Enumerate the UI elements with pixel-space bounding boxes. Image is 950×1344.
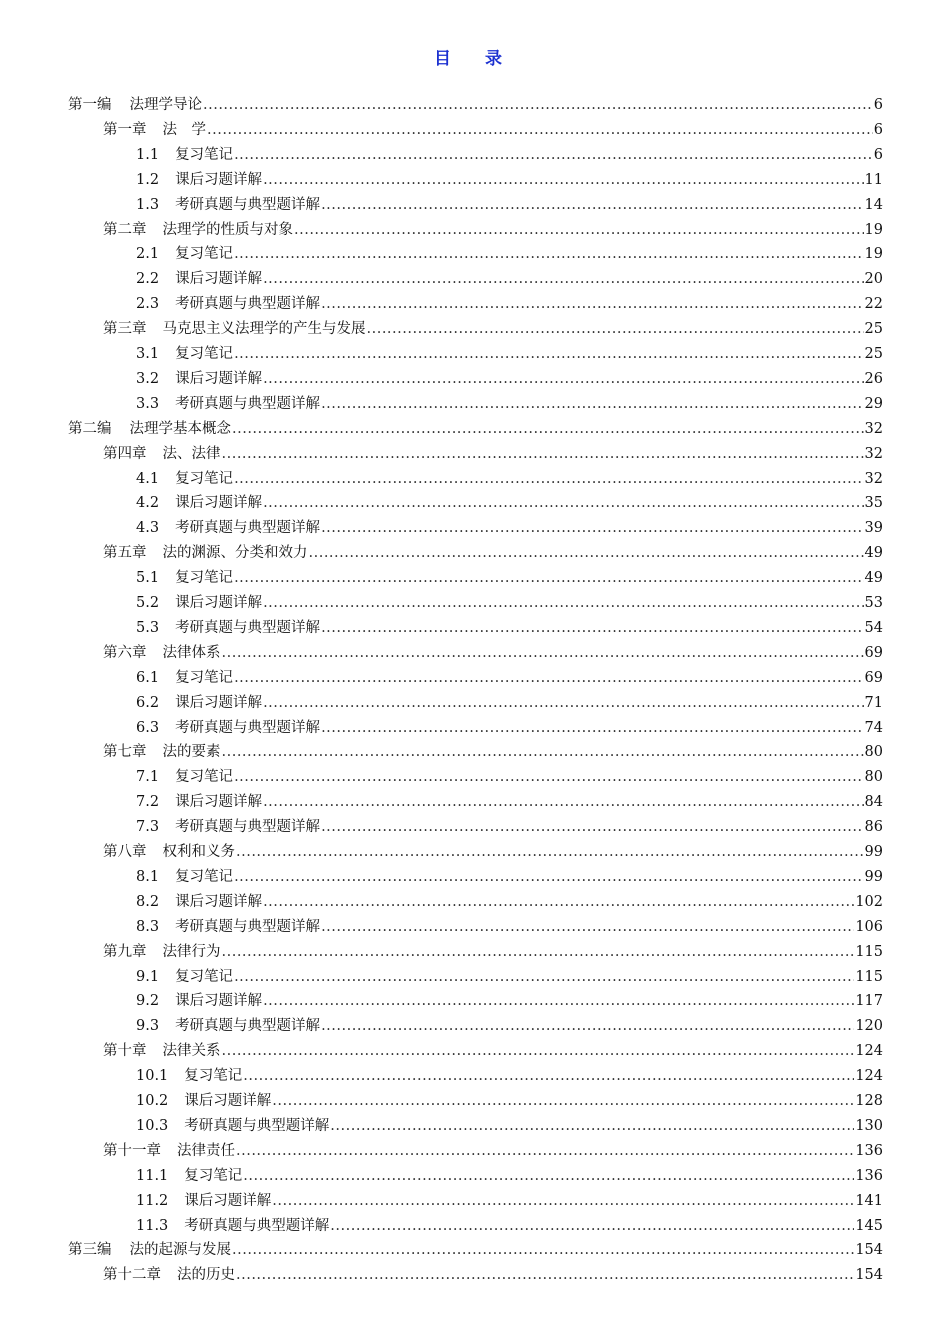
toc-entry-number: 6.1 <box>136 669 160 686</box>
toc-leader-dots <box>236 1264 854 1286</box>
toc-entry-label <box>136 916 320 938</box>
toc-entry-page: 102 <box>855 893 883 910</box>
toc-entry-title: 权利和义务 <box>162 844 235 860</box>
toc-entry-page: 19 <box>864 221 883 238</box>
toc-entry-title: 考研真题与典型题详解 <box>175 1018 321 1035</box>
toc-entry-page: 20 <box>864 271 883 288</box>
toc-leader-dots <box>367 318 864 340</box>
toc-leader-dots <box>243 1165 854 1187</box>
toc-leader-dots <box>330 1115 854 1137</box>
toc-entry[interactable] <box>103 443 883 465</box>
toc-entry-number: 9.2 <box>136 993 160 1010</box>
toc-entry-number: 1.1 <box>136 146 160 163</box>
toc-entry-page: 145 <box>855 1217 883 1234</box>
toc-entry-number: 4.1 <box>136 470 160 487</box>
toc-entry-number: 第二编 <box>68 420 112 437</box>
toc-entry[interactable] <box>136 692 883 714</box>
toc-entry-label <box>136 393 320 415</box>
toc-leader-dots <box>330 1215 854 1237</box>
toc-entry-label <box>103 1264 235 1286</box>
toc-entry[interactable] <box>136 866 883 888</box>
toc-entry-page: 25 <box>864 321 883 338</box>
toc-entry-number: 第五章 <box>103 545 147 562</box>
toc-leader-dots <box>263 692 863 714</box>
toc-entry-page: 80 <box>864 744 883 761</box>
toc-entry-page: 49 <box>864 545 883 562</box>
toc-leader-dots <box>232 418 864 440</box>
toc-entry-page: 29 <box>864 395 883 412</box>
toc-entry[interactable] <box>136 268 883 290</box>
toc-leader-dots <box>263 368 863 390</box>
toc-entry-label <box>136 766 233 788</box>
toc-entry-page: 6 <box>873 97 883 113</box>
toc-entry[interactable] <box>136 169 883 191</box>
toc-leader-dots <box>309 542 864 564</box>
toc-entry-number: 第十章 <box>103 1043 147 1060</box>
toc-entry-page: 130 <box>855 1117 883 1134</box>
toc-entry-page: 6 <box>873 146 883 163</box>
toc-entry-label <box>103 1040 221 1062</box>
toc-entry[interactable] <box>136 1065 883 1087</box>
toc-entry-title: 复习笔记 <box>175 669 234 686</box>
toc-entry[interactable] <box>68 418 883 440</box>
toc-entry-label <box>136 243 233 265</box>
toc-entry-number: 11.1 <box>136 1167 169 1184</box>
toc-entry-page: 22 <box>864 296 883 313</box>
toc-entry-label <box>136 990 262 1012</box>
toc-leader-dots <box>263 990 854 1012</box>
toc-entry-number: 10.2 <box>136 1093 169 1109</box>
toc-entry[interactable] <box>136 567 883 589</box>
toc-entry[interactable] <box>136 592 883 614</box>
toc-entry-page: 99 <box>864 868 883 885</box>
toc-entry[interactable] <box>136 293 883 315</box>
toc-entry[interactable] <box>136 1090 883 1112</box>
toc-entry-title: 课后习题详解 <box>184 1192 272 1209</box>
toc-entry-number: 6.2 <box>136 694 160 711</box>
toc-entry[interactable] <box>103 1040 883 1062</box>
toc-entry-number: 8.2 <box>136 893 160 910</box>
toc-entry-label <box>136 1015 320 1037</box>
toc-entry-number: 2.1 <box>136 246 160 263</box>
toc-entry-title: 考研真题与典型题详解 <box>175 196 321 213</box>
toc-leader-dots <box>263 891 854 913</box>
toc-entry[interactable] <box>136 1015 883 1037</box>
toc-entry-title: 法的渊源、分类和效力 <box>162 545 308 562</box>
toc-entry-number: 第十一章 <box>103 1142 161 1159</box>
toc-entry-label <box>103 941 221 963</box>
toc-entry-label <box>136 343 233 365</box>
toc-entry-label <box>68 418 231 440</box>
toc-entry-number: 3.3 <box>136 395 160 412</box>
toc-leader-dots <box>321 517 863 539</box>
toc-entry-label <box>136 1190 271 1212</box>
toc-entry[interactable] <box>136 1215 883 1237</box>
toc-entry[interactable] <box>136 717 883 739</box>
toc-entry-label <box>136 1065 242 1087</box>
toc-entry[interactable] <box>103 119 883 141</box>
toc-entry-title: 复习笔记 <box>175 868 234 885</box>
toc-entry-page: 117 <box>855 993 883 1010</box>
toc-leader-dots <box>321 1015 854 1037</box>
toc-leader-dots <box>234 866 863 888</box>
toc-entry-number: 8.3 <box>136 918 160 935</box>
toc-leader-dots <box>321 617 863 639</box>
toc-entry-page: 154 <box>855 1267 883 1284</box>
toc-entry-label <box>136 791 262 813</box>
toc-entry-title: 复习笔记 <box>184 1167 243 1184</box>
toc-entry-label <box>103 642 221 664</box>
toc-entry[interactable] <box>103 941 883 963</box>
toc-entry-page: 120 <box>855 1018 883 1035</box>
toc-leader-dots <box>321 393 863 415</box>
toc-entry-page: 141 <box>855 1192 883 1209</box>
toc-entry-page: 35 <box>864 495 883 512</box>
toc-entry-title: 考研真题与典型题详解 <box>175 395 321 412</box>
toc-entry-page: 99 <box>864 844 883 860</box>
toc-entry-label <box>136 567 233 589</box>
toc-entry-number: 9.1 <box>136 968 160 985</box>
toc-entry[interactable] <box>103 841 883 863</box>
toc-entry-title: 法律责任 <box>177 1142 235 1159</box>
toc-leader-dots <box>222 741 864 763</box>
toc-entry-number: 7.1 <box>136 769 160 786</box>
toc-entry[interactable] <box>136 617 883 639</box>
toc-entry-title: 考研真题与典型题详解 <box>175 619 321 636</box>
toc-leader-dots <box>207 119 873 141</box>
toc-entry-page: 154 <box>855 1242 883 1259</box>
toc-entry-label <box>103 219 293 241</box>
toc-entry-number: 第一编 <box>68 97 112 113</box>
toc-entry-number: 9.3 <box>136 1018 160 1035</box>
toc-entry-title: 考研真题与典型题详解 <box>175 819 321 836</box>
toc-entry-number: 2.3 <box>136 296 160 313</box>
toc-entry-label <box>68 94 202 116</box>
toc-entry-label <box>136 617 320 639</box>
toc-leader-dots <box>272 1090 854 1112</box>
toc-leader-dots <box>203 94 873 116</box>
toc-entry-label <box>103 841 235 863</box>
toc-entry-page: 19 <box>864 246 883 263</box>
toc-leader-dots <box>222 642 864 664</box>
toc-entry-label <box>136 468 233 490</box>
page-title: 目 录 <box>434 49 516 69</box>
toc-entry[interactable] <box>136 492 883 514</box>
toc-entry-title: 课后习题详解 <box>175 893 263 910</box>
toc-entry[interactable] <box>103 542 883 564</box>
toc-entry-page: 26 <box>864 370 883 387</box>
toc-entry-page: 71 <box>864 694 883 711</box>
toc-entry[interactable] <box>136 966 883 988</box>
toc-entry-number: 11.2 <box>136 1192 169 1209</box>
toc-leader-dots <box>234 766 863 788</box>
toc-entry-title: 复习笔记 <box>184 1068 243 1085</box>
toc-entry[interactable] <box>136 468 883 490</box>
toc-entry-number: 第七章 <box>103 744 147 761</box>
toc-entry-page: 39 <box>864 520 883 537</box>
toc-entry-label <box>103 542 308 564</box>
toc-entry-label <box>136 891 262 913</box>
toc-leader-dots <box>321 293 863 315</box>
toc-entry-label <box>103 443 221 465</box>
toc-entry-title: 考研真题与典型题详解 <box>184 1117 330 1134</box>
toc-entry-page: 32 <box>864 470 883 487</box>
toc-entry-number: 第九章 <box>103 943 147 960</box>
toc-entry-title: 复习笔记 <box>175 470 234 487</box>
toc-entry-title: 复习笔记 <box>175 146 234 163</box>
toc-entry-title: 复习笔记 <box>175 769 234 786</box>
toc-entry-page: 115 <box>855 968 883 985</box>
toc-entry[interactable] <box>103 219 883 241</box>
toc-entry-label <box>136 1090 271 1112</box>
toc-entry-page: 53 <box>864 595 883 611</box>
toc-entry-title: 考研真题与典型题详解 <box>175 918 321 935</box>
toc-entry-number: 4.2 <box>136 495 160 512</box>
toc-entry-page: 69 <box>864 669 883 686</box>
toc-entry-number: 2.2 <box>136 271 160 288</box>
toc-entry-page: 25 <box>864 346 883 362</box>
toc-entry-label <box>103 1140 235 1162</box>
toc-entry-label <box>136 194 320 216</box>
toc-entry-number: 1.2 <box>136 171 160 188</box>
toc-entry-title: 法律关系 <box>162 1043 221 1060</box>
toc-leader-dots <box>321 194 863 216</box>
toc-entry-label <box>136 717 320 739</box>
toc-entry-page: 14 <box>864 196 883 213</box>
toc-entry-page: 6 <box>873 121 883 138</box>
toc-entry-page: 69 <box>864 644 883 661</box>
toc-entry-label <box>136 592 262 614</box>
toc-entry[interactable] <box>136 194 883 216</box>
toc-entry-title: 复习笔记 <box>175 968 234 985</box>
toc-entry-page: 106 <box>855 918 883 935</box>
toc-entry-label <box>136 667 233 689</box>
toc-entry-title: 法的要素 <box>162 744 221 761</box>
toc-entry-page: 49 <box>864 570 883 587</box>
toc-entry-page: 128 <box>855 1093 883 1109</box>
toc-leader-dots <box>321 916 854 938</box>
toc-entry-title: 复习笔记 <box>175 570 234 587</box>
toc-entry[interactable] <box>136 368 883 390</box>
toc-entry-number: 第八章 <box>103 844 147 860</box>
toc-leader-dots <box>234 243 863 265</box>
toc-entry-number: 第三章 <box>103 321 147 338</box>
toc-entry-number: 4.3 <box>136 520 160 537</box>
toc-entry[interactable] <box>68 1239 883 1261</box>
toc-entry[interactable] <box>136 517 883 539</box>
toc-entry-label <box>136 492 262 514</box>
toc-entry-number: 5.1 <box>136 570 160 587</box>
toc-entry-label <box>136 268 262 290</box>
toc-entry-label <box>136 1165 242 1187</box>
toc-entry-title: 复习笔记 <box>175 246 234 263</box>
toc-entry[interactable] <box>68 94 883 116</box>
toc-leader-dots <box>263 791 863 813</box>
toc-leader-dots <box>321 717 863 739</box>
toc-entry-title: 法理学导论 <box>129 97 202 113</box>
toc-entry[interactable] <box>136 343 883 365</box>
toc-entry[interactable] <box>136 791 883 813</box>
toc-entry-number: 3.1 <box>136 346 160 362</box>
toc-leader-dots <box>234 966 854 988</box>
toc-entry-title: 课后习题详解 <box>175 495 263 512</box>
toc-entry-number: 1.3 <box>136 196 160 213</box>
toc-entry-title: 考研真题与典型题详解 <box>184 1217 330 1234</box>
toc-entry-title: 复习笔记 <box>175 346 234 362</box>
toc-entry[interactable] <box>103 1264 883 1286</box>
toc-entry-title: 课后习题详解 <box>175 993 263 1010</box>
toc-entry-page: 32 <box>864 445 883 462</box>
toc-entry-label <box>136 966 233 988</box>
toc-leader-dots <box>263 592 863 614</box>
toc-entry-label <box>136 1215 329 1237</box>
toc-entry-page: 136 <box>855 1142 883 1159</box>
toc-entry-number: 第十二章 <box>103 1267 161 1284</box>
toc-entry-title: 法律行为 <box>162 943 221 960</box>
toc-leader-dots <box>263 169 863 191</box>
toc-entry-title: 法 学 <box>162 121 206 138</box>
toc-entry[interactable] <box>136 1115 883 1137</box>
toc-leader-dots <box>236 1140 854 1162</box>
toc-entry-title: 法的历史 <box>177 1267 235 1284</box>
toc-entry-title: 考研真题与典型题详解 <box>175 520 321 537</box>
toc-entry-page: 84 <box>864 794 883 811</box>
toc-entry-label <box>103 741 221 763</box>
toc-entry-number: 5.3 <box>136 619 160 636</box>
toc-entry-title: 考研真题与典型题详解 <box>175 719 321 736</box>
toc-entry-page: 74 <box>864 719 883 736</box>
toc-entry[interactable] <box>136 766 883 788</box>
toc-entry-label <box>136 169 262 191</box>
toc-leader-dots <box>234 667 863 689</box>
toc-entry-page: 115 <box>855 943 883 960</box>
toc-entry[interactable] <box>103 642 883 664</box>
toc-entry-number: 第三编 <box>68 1242 112 1259</box>
toc-entry-label <box>103 119 206 141</box>
toc-leader-dots <box>222 1040 855 1062</box>
toc-entry-page: 124 <box>855 1043 883 1060</box>
toc-entry[interactable] <box>103 318 883 340</box>
toc-entry-title: 课后习题详解 <box>184 1093 272 1109</box>
toc-entry-title: 课后习题详解 <box>175 595 263 611</box>
toc-entry[interactable] <box>136 243 883 265</box>
toc-entry-title: 课后习题详解 <box>175 171 263 188</box>
toc-entry-number: 6.3 <box>136 719 160 736</box>
toc-entry-number: 8.1 <box>136 868 160 885</box>
toc-entry-number: 10.1 <box>136 1068 169 1085</box>
toc-entry-label <box>136 866 233 888</box>
toc-leader-dots <box>321 816 863 838</box>
toc-entry-page: 136 <box>855 1167 883 1184</box>
toc-entry[interactable] <box>103 741 883 763</box>
toc-entry-number: 7.3 <box>136 819 160 836</box>
toc-entry-label <box>136 692 262 714</box>
toc-entry[interactable] <box>136 891 883 913</box>
toc-entry-title: 法的起源与发展 <box>129 1242 231 1259</box>
toc-leader-dots <box>232 1239 854 1261</box>
toc-entry-page: 32 <box>864 420 883 437</box>
toc-entry-label <box>136 293 320 315</box>
toc-leader-dots <box>263 268 863 290</box>
toc-entry-title: 法律体系 <box>162 644 221 661</box>
toc-entry-number: 第二章 <box>103 221 147 238</box>
toc-entry[interactable] <box>136 667 883 689</box>
toc-entry-label <box>68 1239 231 1261</box>
toc-entry-number: 第六章 <box>103 644 147 661</box>
toc-entry[interactable] <box>136 1190 883 1212</box>
toc-entry-number: 3.2 <box>136 370 160 387</box>
toc-entry-label <box>136 1115 329 1137</box>
toc-entry-page: 11 <box>864 171 883 188</box>
toc-leader-dots <box>236 841 864 863</box>
toc-leader-dots <box>263 492 863 514</box>
toc-entry-page: 86 <box>864 819 883 836</box>
toc-entry-title: 课后习题详解 <box>175 271 263 288</box>
toc-leader-dots <box>294 219 864 241</box>
toc-entry-number: 第一章 <box>103 121 147 138</box>
toc-leader-dots <box>222 941 855 963</box>
toc-entry-number: 10.3 <box>136 1117 169 1134</box>
toc-entry[interactable] <box>103 1140 883 1162</box>
toc-entry-label <box>136 144 233 166</box>
toc-entry-number: 第四章 <box>103 445 147 462</box>
toc-entry-title: 法理学的性质与对象 <box>162 221 293 238</box>
toc-entry-page: 80 <box>864 769 883 786</box>
toc-entry-title: 马克思主义法理学的产生与发展 <box>162 321 366 338</box>
toc-entry-label <box>103 318 366 340</box>
toc-entry-title: 课后习题详解 <box>175 694 263 711</box>
toc-entry[interactable] <box>136 990 883 1012</box>
toc-leader-dots <box>222 443 864 465</box>
toc-leader-dots <box>234 468 863 490</box>
toc-entry-title: 课后习题详解 <box>175 370 263 387</box>
toc-entry-title: 课后习题详解 <box>175 794 263 811</box>
toc-leader-dots <box>243 1065 854 1087</box>
toc-entry[interactable] <box>136 916 883 938</box>
toc-entry-title: 考研真题与典型题详解 <box>175 296 321 313</box>
toc-entry[interactable] <box>136 1165 883 1187</box>
toc-entry[interactable] <box>136 393 883 415</box>
toc-entry-title: 法理学基本概念 <box>129 420 231 437</box>
toc-leader-dots <box>234 343 863 365</box>
toc-leader-dots <box>234 144 873 166</box>
toc-entry-label <box>136 517 320 539</box>
toc-entry-label <box>136 368 262 390</box>
toc-entry-title: 法、法律 <box>162 445 221 462</box>
toc-entry[interactable] <box>136 816 883 838</box>
toc-entry-page: 124 <box>855 1068 883 1085</box>
toc-entry-label <box>136 816 320 838</box>
toc-leader-dots <box>272 1190 854 1212</box>
toc-leader-dots <box>234 567 863 589</box>
toc-entry-number: 7.2 <box>136 794 160 811</box>
toc-entry[interactable] <box>136 144 883 166</box>
toc-entry-number: 5.2 <box>136 595 160 611</box>
toc-entry-number: 11.3 <box>136 1217 169 1234</box>
toc-entry-page: 54 <box>864 619 883 636</box>
